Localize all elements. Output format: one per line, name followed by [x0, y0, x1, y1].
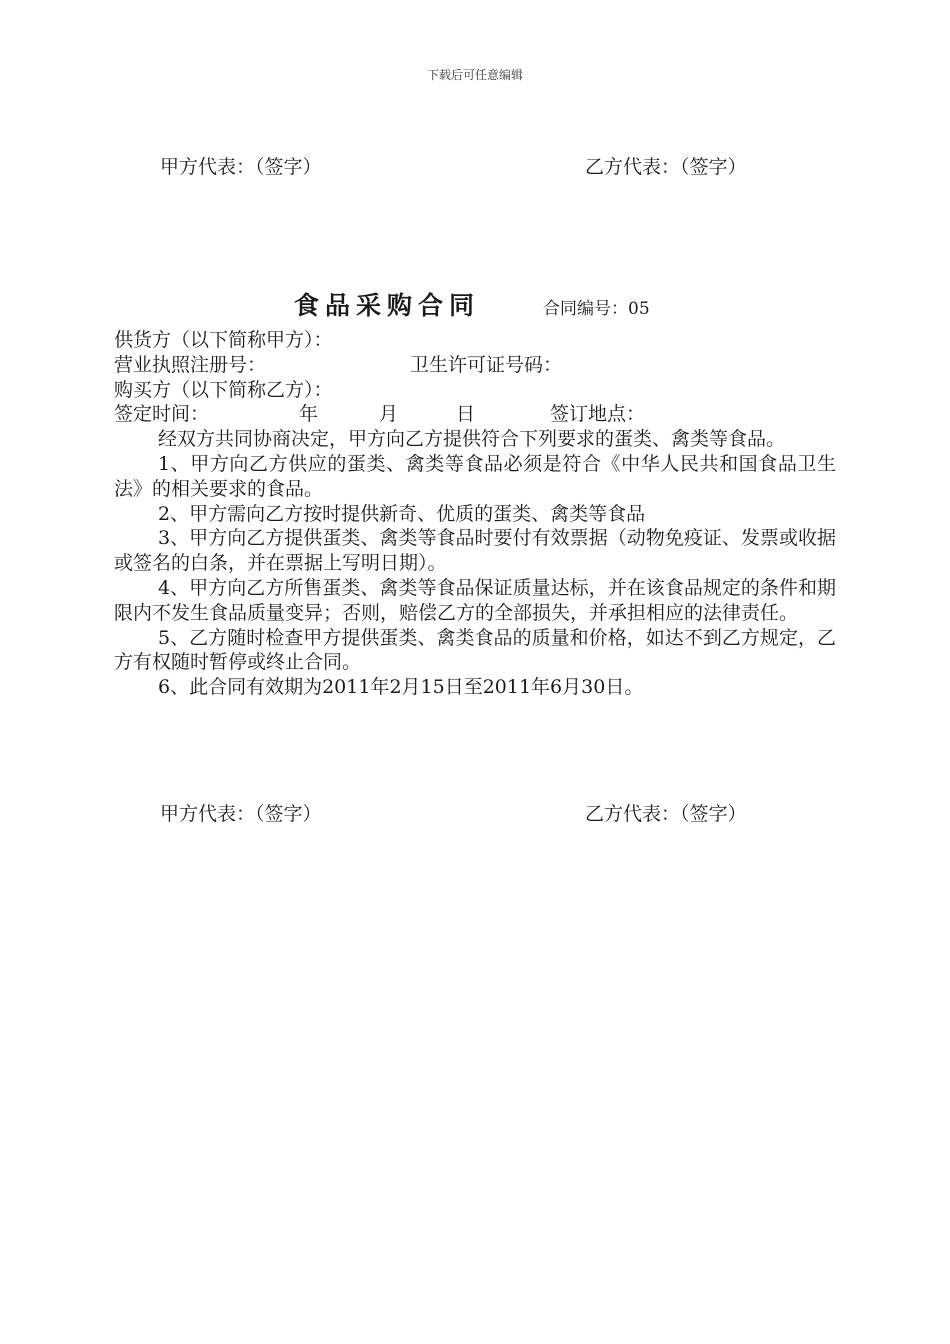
contract-number: 合同编号：05	[543, 299, 650, 319]
license-number-label: 营业执照注册号：	[114, 353, 267, 376]
month-label: 月	[379, 403, 399, 426]
buyer-label: 购买方（以下简称乙方）：	[114, 378, 333, 401]
clause-3: 3、甲方向乙方提供蛋类、禽类等食品时要付有效票据（动物免疫证、发票或收据或签名的白条，并在票据上写明日期）。	[114, 527, 836, 575]
clause-2: 2、甲方需向乙方按时提供新奇、优质的蛋类、禽类等食品	[158, 502, 646, 525]
clause-5: 5、乙方随时检查甲方提供蛋类、禽类食品的质量和价格，如达不到乙方规定，乙方有权随时暂停或终止合同。	[114, 626, 836, 674]
party-a-signature: 甲方代表：（签字）	[160, 803, 322, 825]
party-a-signature: 甲方代表：（签字）	[160, 156, 322, 178]
clause-1: 1、甲方向乙方供应的蛋类、禽类等食品必须是符合《中华人民共和国食品卫生法》的相关要求的食品。	[114, 452, 836, 500]
buyer-line	[114, 378, 836, 403]
supplier-line	[114, 328, 836, 353]
contract-title: 食品采购合同	[294, 291, 481, 320]
year-label: 年	[299, 403, 319, 426]
paragraph-intro: 经双方共同协商决定，甲方向乙方提供符合下列要求的蛋类、禽类等食品。	[158, 428, 786, 451]
sign-time-label: 签定时间：	[114, 403, 210, 426]
health-permit-label: 卫生许可证号码：	[410, 353, 563, 376]
signature-row-top	[160, 152, 860, 178]
contract-body	[114, 328, 836, 700]
sign-date-line	[114, 402, 836, 427]
clause-4: 4、甲方向乙方所售蛋类、禽类等食品保证质量达标，并在该食品规定的条件和期限内不发生食品质量变异；否则，赔偿乙方的全部损失，并承担相应的法律责任。	[114, 576, 836, 624]
supplier-label: 供货方（以下简称甲方）：	[114, 329, 333, 351]
signature-row-bottom	[160, 799, 860, 825]
clause-6: 6、此合同有效期为2011年2月15日至2011年6月30日。	[158, 676, 644, 699]
license-line	[114, 353, 836, 378]
header-note: 下载后可任意编辑	[426, 68, 523, 82]
sign-place-label: 签订地点：	[550, 403, 646, 426]
title-row	[0, 286, 950, 320]
party-b-signature: 乙方代表：（签字）	[585, 156, 747, 178]
day-label: 日	[456, 403, 476, 426]
party-b-signature: 乙方代表：（签字）	[585, 803, 747, 825]
